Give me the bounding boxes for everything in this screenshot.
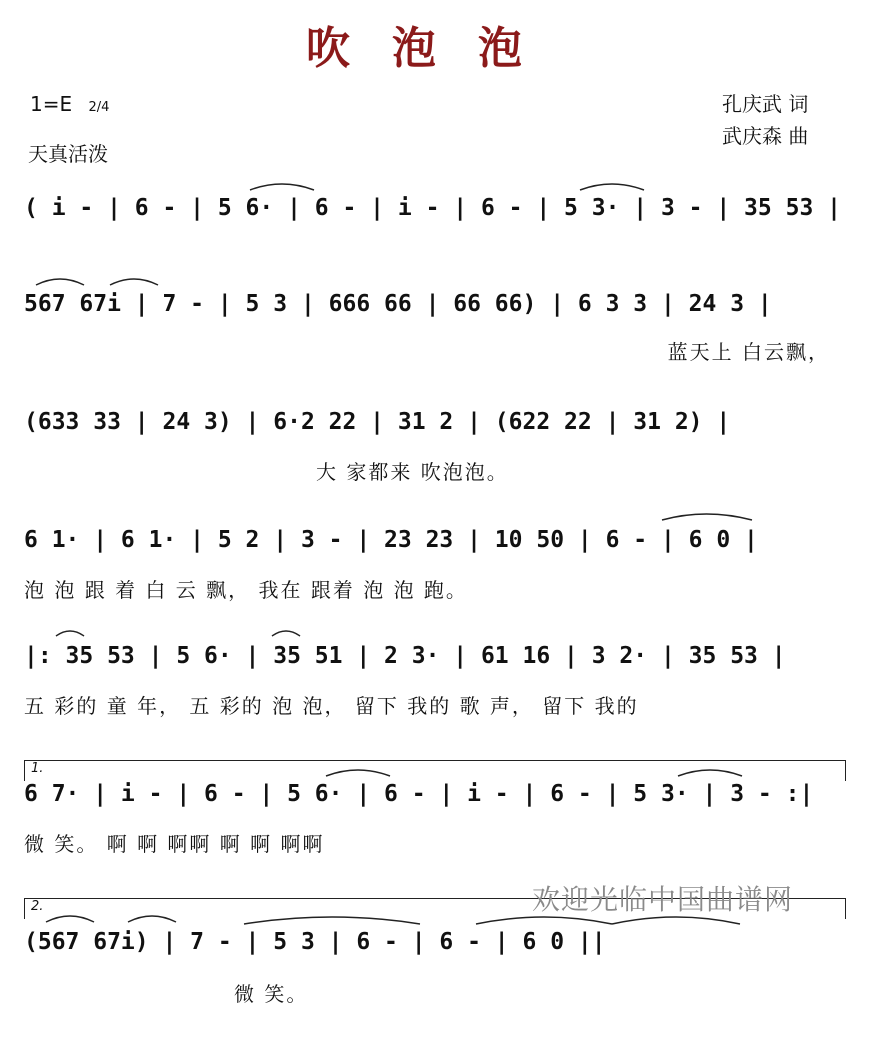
notation-row-6: 6 7· | i - | 6 - | 5 6· | 6 - | i - | 6 - | 5 3· | 3 - :| — [24, 781, 814, 807]
slur-arc — [662, 514, 752, 520]
volta-1-label: 1. — [31, 761, 44, 776]
lyric-row-2: 蓝天上 白云飘， — [667, 340, 830, 364]
volta-2-label: 2. — [31, 899, 44, 914]
lyric-row-6: 微 笑。 啊 啊 啊啊 啊 啊 啊啊 — [24, 832, 325, 856]
slur-arc — [110, 279, 158, 285]
lyric-row-5: 五 彩的 童 年， 五 彩的 泡 泡， 留下 我的 歌 声， 留下 我的 — [24, 694, 639, 718]
slur-arc — [128, 916, 176, 922]
slur-arc — [46, 916, 94, 922]
lyric-row-4: 泡 泡 跟 着 白 云 飘， 我在 跟着 泡 泡 跑。 — [24, 578, 468, 602]
slur-arc — [612, 917, 740, 924]
slur-arc — [56, 631, 84, 636]
lyricist-credit: 孔庆武 词 — [722, 92, 809, 116]
composer-credit: 武庆森 曲 — [722, 124, 809, 148]
notation-row-2: 567 67i | 7 - | 5 3 | 666 66 | 66 66) | 6 3 3 | 24 3 | — [24, 291, 772, 317]
song-title: 吹泡泡 — [306, 23, 564, 74]
notation-row-3: (633 33 | 24 3) | 6·2 22 | 31 2 | (622 22 | 31 2) | — [24, 409, 731, 435]
slur-arc — [678, 770, 742, 776]
notation-row-1: ( i - | 6 - | 5 6· | 6 - | i - | 6 - | 5 3· | 3 - | 35 53 | — [24, 195, 841, 221]
slur-arc — [326, 770, 390, 776]
lyric-row-7: 微 笑。 — [234, 982, 309, 1006]
tempo-marking: 天真活泼 — [28, 142, 108, 166]
slur-arc — [580, 184, 644, 190]
notation-row-4: 6 1· | 6 1· | 5 2 | 3 - | 23 23 | 10 50 | 6 - | 6 0 | — [24, 527, 758, 553]
key-label: 1=E — [30, 92, 73, 116]
notation-row-5: |: 35 53 | 5 6· | 35 51 | 2 3· | 61 16 | 3 2· | 35 53 | — [24, 643, 786, 669]
notation-row-7: (567 67i) | 7 - | 5 3 | 6 - | 6 - | 6 0 || — [24, 929, 606, 955]
watermark-text: 欢迎光临中国曲谱网 — [532, 883, 794, 916]
slur-arc — [250, 184, 314, 190]
slur-arc — [272, 631, 300, 636]
lyric-row-3: 大 家都来 吹泡泡。 — [316, 460, 509, 484]
time-signature: 2/4 — [88, 100, 110, 115]
slur-arc — [476, 917, 612, 924]
slur-arc — [244, 917, 420, 924]
slur-arc — [36, 279, 84, 285]
